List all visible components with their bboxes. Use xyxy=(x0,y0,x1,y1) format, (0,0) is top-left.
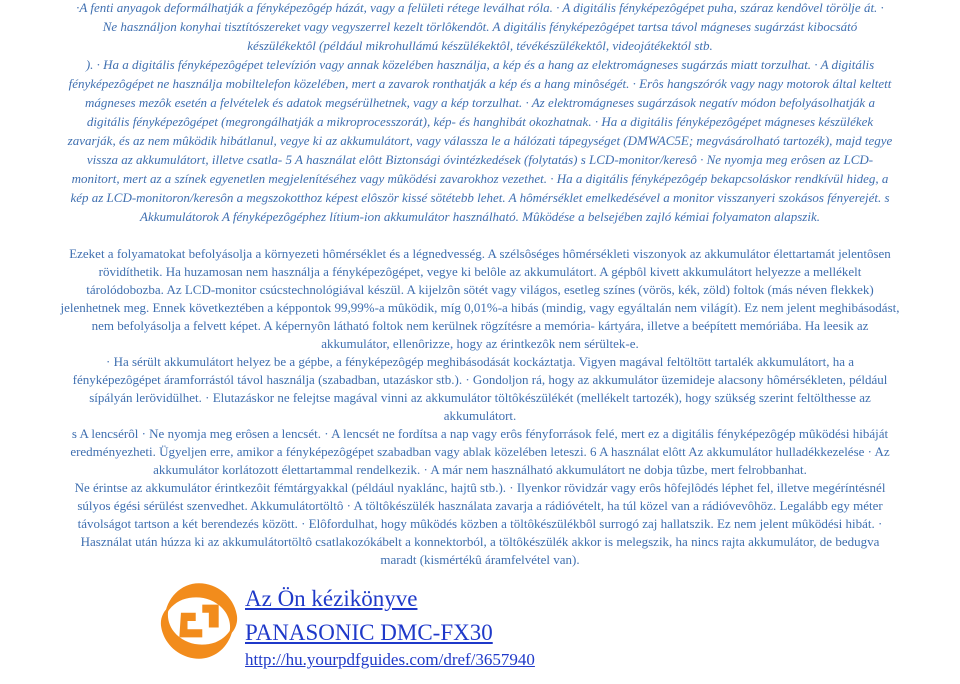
manual-title-link[interactable]: Az Ön kézikönyve xyxy=(245,586,418,611)
text-line: s A lencsérôl · Ne nyomja meg erôsen a lencsét. · A lencsét ne fordítsa a nap vagy erôs fényforrások felé, mert ez a digitális fényképezôgép mûködési hibáját xyxy=(71,426,889,441)
text-line: súlyos égési sérülést szenvedhet. Akkumulátortöltô · A töltôkészülék használata zavarja a rádióvételt, ha túl közel van a rádióvevôhöz. Legalább egy méter xyxy=(77,498,883,513)
text-line: Akkumulátorok A fényképezôgéphez lítium-ion akkumulátor használható. Mûködése a belsejében zajló kémiai folyamaton alapszik. xyxy=(140,209,820,224)
text-line: Ezeket a folyamatokat befolyásolja a környezeti hômérséklet és a légnedvesség. A szélsôséges hômérsékleti viszonyok az akkumulátor élettartamát jelentôsen xyxy=(69,246,891,261)
text-line: Ne használjon konyhai tisztítószereket vagy vegyszerrel kezelt törlôkendôt. A digitális fényképezôgépet tartsa távol mágneses sugárzást kibocsátó xyxy=(102,19,858,34)
text-line: tárolódobozba. Az LCD-monitor csúcstechnológiával készül. A kijelzôn sötét vagy világos, esetleg színes (vörös, kék, zöld) foltok (más néven flekkek) xyxy=(86,282,874,297)
text-line: ). · Ha a digitális fényképezôgépet televízión vagy annak közelében használja, a kép és a hang az elektromágneses sugárzás miatt torzulhat. · A digitális xyxy=(85,57,875,72)
text-line: akkumulátort. xyxy=(443,408,517,423)
text-line: sípályán lerövidülhet. · Elutazáskor ne felejtse magával vinni az akkumulátor töltôkészülékét (mellékelt tartozék), hogy szükség szerint feltölthesse az xyxy=(89,390,871,405)
text-line: · Ha sérült akkumulátort helyez be a gépbe, a fényképezôgép meghibásodását kockáztatja. Vigyen magával feltöltött tartalék akkumulátort, ha a xyxy=(106,354,854,369)
text-line: Használat után húzza ki az akkumulátortöltô csatlakozókábelt a konnektorból, a töltôkészülék akkor is melegszik, ha nincs rajta akkumulátor, de bedugva xyxy=(80,534,880,549)
text-line: ·A fenti anyagok deformálhatják a fényképezôgép házát, vagy a felületi rétege leválhat róla. · A digitális fényképezôgépet puha, száraz kendôvel törölje át. · xyxy=(76,0,884,15)
text-line: akkumulátor, ellenôrizze, hogy az érintkezôk nem sérültek-e. xyxy=(321,336,639,351)
text-line: nem befolyásolja a felvett képet. A képernyôn látható foltok nem kerülnek rögzítésre a memória- kártyára, illetve a beépített memóriába. Ha leesik az xyxy=(91,318,869,333)
text-line: rövidíthetik. Ha huzamosan nem használja a fényképezôgépet, vegye ki belôle az akkumulátort. A gépbôl kivett akkumulátort helyezze a mellékelt xyxy=(98,264,862,279)
text-line: kép az LCD-monitoron/keresôn a megszokotthoz képest elôször kissé sötétebb lehet. A hômérséklet emelkedésével a monitor visszanyeri szokásos fényerejét. s xyxy=(70,190,890,205)
text-line: monitort, mert az a színek egyenetlen megjelenítéséhez vagy mûködési zavarokhoz vezethet. · Ha a digitális fényképezôgép bekapcsoláskor rendkívül hideg, a xyxy=(71,171,889,186)
text-line: mágneses mezôk esetén a felvételek és adatok megsérülhetnek, vagy a kép torzulhat. · Az elektromágneses sugárzások negatív módon befolyásolhatják a xyxy=(85,95,875,110)
text-line: zavarják, és az nem mûködik hibátlanul, vegye ki az akkumulátort, vagy válassza le a hálózati tápegységet (DMWAC5E; megvásárolható tartozék), majd tegye xyxy=(67,133,893,148)
text-line: fényképezôgépet ne használja mobiltelefon közelében, mert a zavarok ronthatják a kép és a hang minôségét. · Erôs hangszórók vagy nagy motorok által keltett xyxy=(68,76,892,91)
text-line: jelenhetnek meg. Ennek következtében a képpontok 99,99%-a mûködik, míg 0,01%-a hibás (mindig, vagy egyáltalán nem világít). Ez nem jelent meghibásodást, xyxy=(60,300,900,315)
text-line: digitális fényképezôgépet (megrongálhatják a mikroprocesszorát), kép- és hanghibát okozhatnak. · Ha a digitális fényképezôgépet mágneses készülékek xyxy=(86,114,874,129)
text-line: készülékektôl (például mikrohullámú készülékektôl, tévékészülékektôl, videojátékektól stb. xyxy=(247,38,713,53)
text-line: vissza az akkumulátort, illetve csatla- 5 A használat elôtt Biztonsági óvintézkedések (folytatás) s LCD-monitor/keresô · Ne nyomja meg erôsen az LCD- xyxy=(86,152,874,167)
text-line: akkumulátor korlátozott élettartammal rendelkezik. · A már nem használható akkumulátort ne dobja tûzbe, mert felrobbanhat. xyxy=(153,462,807,477)
text-line: fényképezôgépet áramforrástól távol használja (szabadban, utazáskor stb.). · Gondoljon rá, hogy az akkumulátor üzemideje alacsony hômérsékleten, például xyxy=(72,372,888,387)
pdfguides-logo-icon xyxy=(158,580,240,662)
text-line: eredményezheti. Ügyeljen erre, amikor a fényképezôgépet szabadban vagy ablak közelében leteszi. 6 A használat elôtt Az akkumulátor hulladékkezelése · Az xyxy=(70,444,890,459)
text-line: távolságot tartson a két berendezés között. · Elôfordulhat, hogy mûködés közben a töltôkészülékbôl surrogó zaj hallatszik. Ez nem jelent mûködési hibát. · xyxy=(77,516,883,531)
manual-url-link[interactable]: http://hu.yourpdfguides.com/dref/3657940 xyxy=(245,650,535,669)
text-line: Ne érintse az akkumulátor érintkezôit fémtárgyakkal (például nyaklánc, hajtû stb.). · Ilyenkor rövidzár vagy erôs hôfejlôdés léphet fel, illetve megéríntésnél xyxy=(74,480,886,495)
text-line: maradt (kismértékû áramfelvétel van). xyxy=(380,552,580,567)
manual-model-link[interactable]: PANASONIC DMC-FX30 xyxy=(245,620,493,645)
